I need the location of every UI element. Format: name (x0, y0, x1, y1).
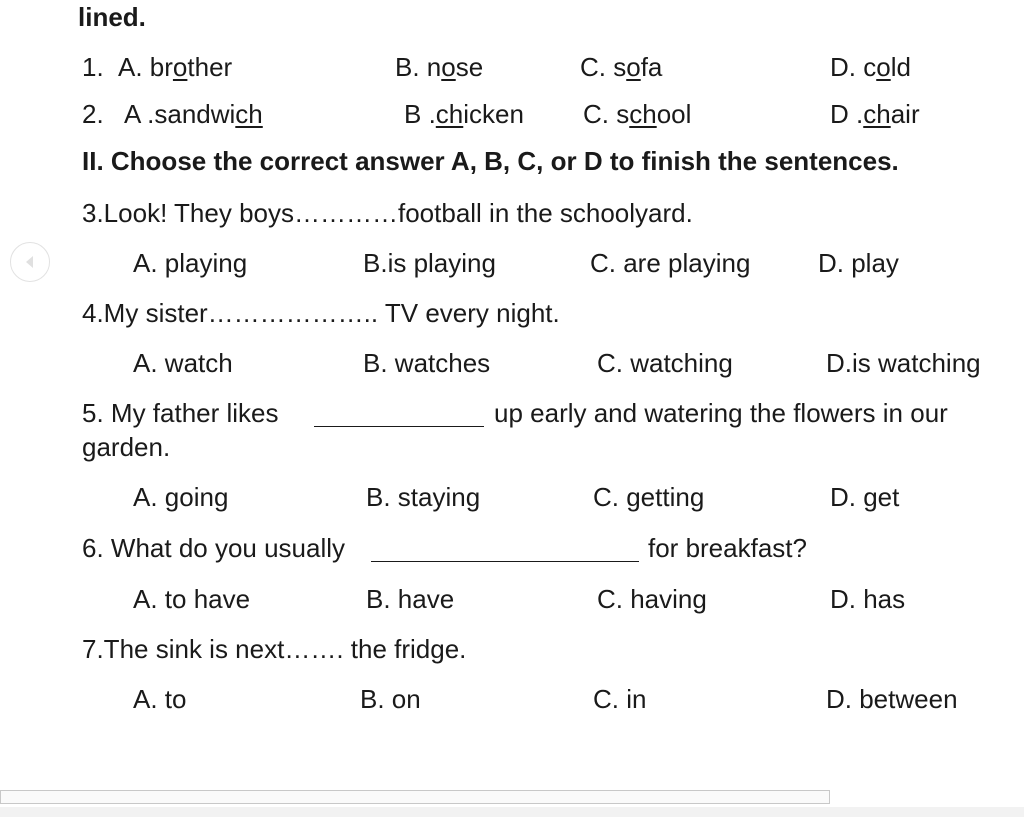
question-5-stem-wrap: garden. (82, 432, 171, 462)
q1-option-a: A. brother (118, 52, 233, 82)
underlined-sound: ch (235, 99, 263, 129)
section-heading-tail: lined. (78, 2, 146, 32)
underlined-sound: ch (629, 99, 657, 129)
q4-option-a: A. watch (133, 348, 233, 378)
q6-option-d: D. has (830, 584, 906, 614)
q4-option-c: C. watching (597, 348, 733, 378)
q2-option-c: C. school (583, 99, 692, 129)
question-7-stem: 7.The sink is next……. the fridge. (82, 634, 467, 664)
question-3-stem: 3.Look! They boys…………football in the schoolyard. (82, 198, 693, 228)
q1-option-c: C. sofa (580, 52, 663, 82)
underlined-sound: ch (435, 99, 464, 129)
q3-option-c: C. are playing (590, 248, 751, 278)
q3-option-a: A. playing (133, 248, 248, 278)
underlined-sound: o (441, 52, 456, 82)
q1-option-d: D. cold (830, 52, 911, 82)
q2-option-d: D .chair (830, 99, 920, 129)
question-4-stem: 4.My sister……………….. TV every night. (82, 298, 560, 328)
q6-option-a: A. to have (133, 584, 251, 614)
question-number-2: 2. (82, 99, 104, 129)
q7-option-d: D. between (826, 684, 958, 714)
answer-blank (371, 539, 639, 562)
underlined-sound: o (876, 52, 891, 82)
q7-option-b: B. on (360, 684, 421, 714)
q5-option-d: D. get (830, 482, 900, 512)
q3-option-b: B.is playing (363, 248, 496, 278)
q3-option-d: D. play (818, 248, 899, 278)
q5-option-b: B. staying (366, 482, 481, 512)
question-number-1: 1. (82, 52, 104, 82)
chevron-left-icon (26, 256, 33, 268)
q6-option-c: C. having (597, 584, 707, 614)
underlined-sound: o (172, 52, 188, 82)
previous-page-button[interactable] (10, 242, 50, 282)
q5-option-c: C. getting (593, 482, 705, 512)
q7-option-c: C. in (593, 684, 647, 714)
bottom-edge (0, 807, 1024, 817)
question-5-stem: 5. My father likes (82, 398, 279, 428)
question-6-stem: 6. What do you usually (82, 533, 346, 563)
answer-blank (314, 404, 484, 427)
question-5-stem-continued: up early and watering the flowers in our (494, 398, 948, 428)
question-6-stem-continued: for breakfast? (648, 533, 807, 563)
section-2-title: II. Choose the correct answer A, B, C, or D to finish the sentences. (82, 146, 899, 176)
q5-option-a: A. going (133, 482, 229, 512)
q2-option-b: B .chicken (404, 99, 524, 129)
q7-option-a: A. to (133, 684, 187, 714)
q2-option-a: A .sandwich (124, 99, 263, 129)
q4-option-d: D.is watching (826, 348, 981, 378)
horizontal-scrollbar[interactable] (0, 790, 830, 804)
q6-option-b: B. have (366, 584, 455, 614)
underlined-sound: ch (863, 99, 891, 129)
q1-option-b: B. nose (395, 52, 484, 82)
underlined-sound: o (626, 52, 641, 82)
q4-option-b: B. watches (363, 348, 491, 378)
